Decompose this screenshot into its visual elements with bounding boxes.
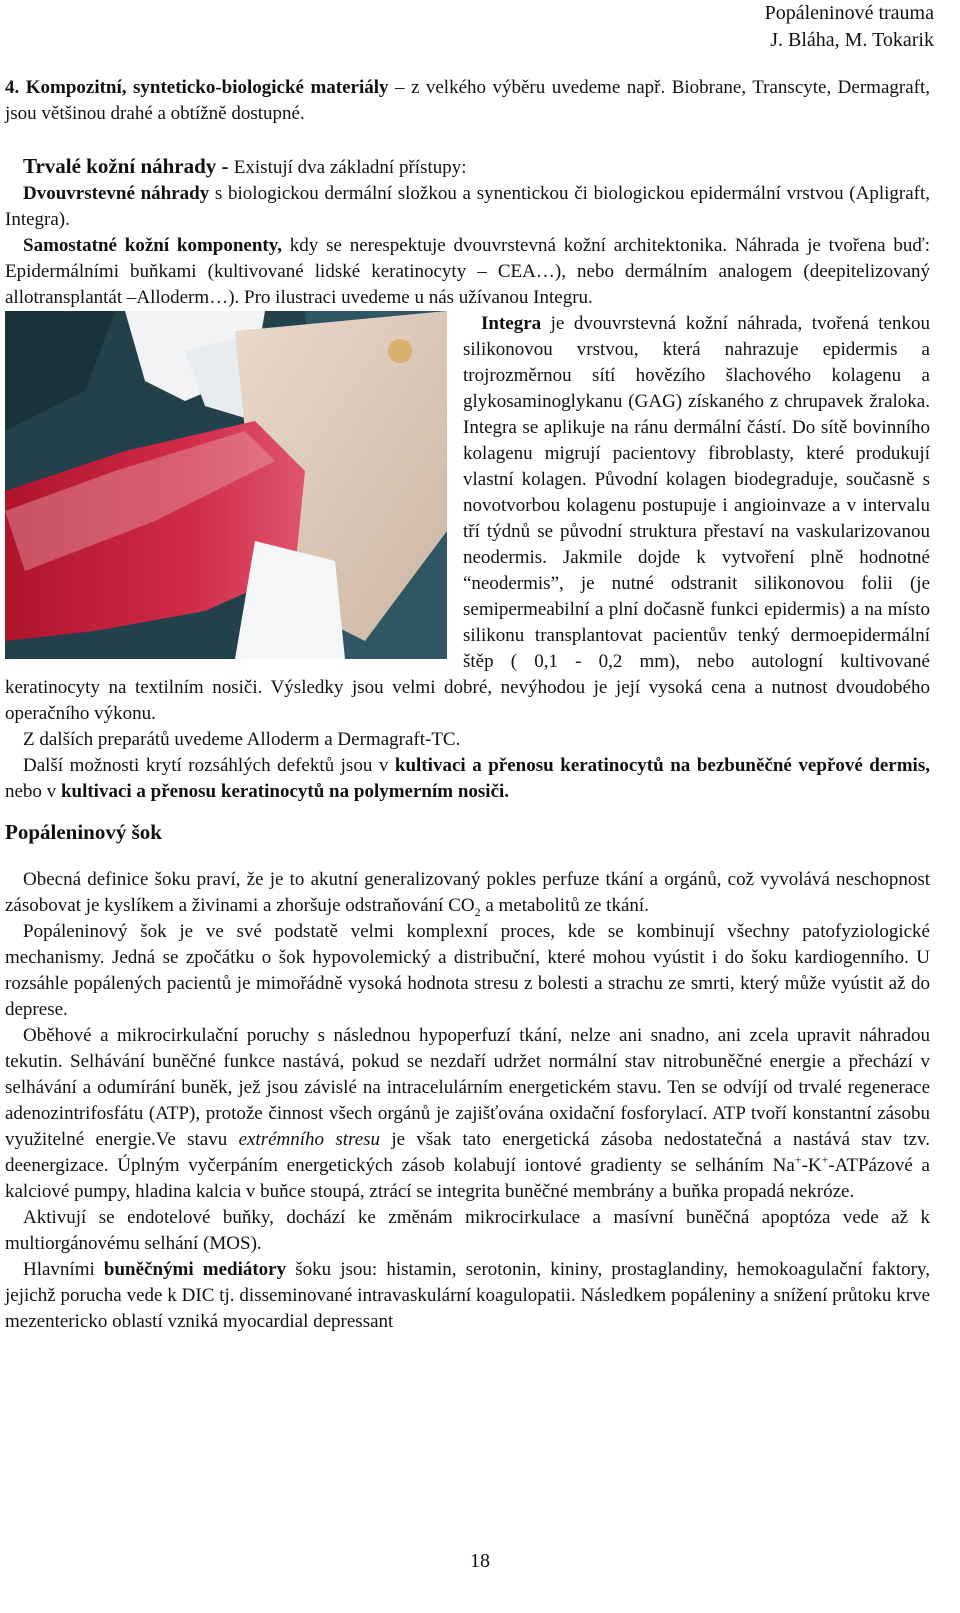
bold-run: buněčnými mediátory bbox=[103, 1259, 287, 1280]
text-run: a metabolitů ze tkání. bbox=[480, 895, 649, 916]
main-content bbox=[5, 75, 930, 1335]
paragraph-bilayer-substitutes bbox=[5, 181, 930, 233]
text-run: -K bbox=[801, 1155, 822, 1176]
text-run: kdy se nerespektuje dvouvrstevná kožní architektonika. Náhrada je tvořena buď: Epidermálními buňkami (kultivované lidské keratinocyty – CEA…), nebo dermálním analogem (deepitelizovaný allotransplantát –Alloderm…). Pro ilustraci uvedeme u nás užívanou Integru. bbox=[5, 235, 930, 308]
superscript: + bbox=[794, 1152, 802, 1167]
text-run: Popáleninový šok je ve své podstatě velmi komplexní proces, kde se kombinují všechny patofyziologické mechanismy. Jedná se zpočátku o šok hypovolemický a distribuční, které mohou vyústit i do šoku kardiogenního. U rozsáhle popálených pacientů je mimořádně vysoká hodnota stresu z bolesti a strachu ze smrti, který může vyústit až do deprese. bbox=[5, 921, 930, 1020]
text-run: Aktivují se endotelové buňky, dochází ke změnám mikrocirkulace a masívní buněčná apoptóza vede až k multiorgánovému selhání (MOS). bbox=[5, 1207, 930, 1254]
section-heading: Popáleninový šok bbox=[5, 820, 162, 844]
text-run: šoku jsou: histamin, serotonin, kininy, prostaglandiny, hemokoagulační faktory, jejichž porucha vede k DIC tj. disseminované intravaskulární koagulopatii. Následkem popáleniny a snížení průtoku krve mezentericko oblastí vzniká myocardial depressant bbox=[5, 1259, 931, 1332]
text-run: nebo v bbox=[5, 781, 61, 802]
text-run: Existují dva základní přístupy: bbox=[233, 157, 467, 178]
paragraph-other-preparations bbox=[5, 727, 930, 753]
paragraph-mediators bbox=[5, 1257, 930, 1335]
burn-wound-photo-icon bbox=[5, 311, 447, 659]
bold-run: kultivaci a přenosu keratinocytů na polymerním nosiči. bbox=[60, 781, 510, 802]
bold-run: Trvalé kožní náhrady - bbox=[23, 154, 234, 178]
bold-run: kultivaci a přenosu keratinocytů na bezbuněčné vepřové dermis, bbox=[394, 755, 930, 776]
header-title: Popáleninové trauma bbox=[764, 2, 934, 24]
paragraph-endothelial bbox=[5, 1205, 930, 1257]
text-run: je však tato energetická zásoba nedostatečná a nastává stav tzv. deenergizace. Úplným vyčerpáním energetických zásob kolabují iontové gradienty se selháním Na bbox=[5, 1129, 930, 1176]
bold-run: Samostatné kožní komponenty, bbox=[23, 235, 282, 256]
text-run: Obecná definice šoku praví, že je to akutní generalizovaný pokles perfuze tkání a orgánů, což vyvolává neschopnost zásobovat je kyslíkem a živinami a zhoršuje odstraňování CO bbox=[5, 869, 930, 916]
paragraph-separate-components bbox=[5, 233, 930, 311]
paragraph-shock-definition bbox=[5, 867, 930, 919]
paragraph-keratinocyte-culture bbox=[5, 753, 930, 805]
italic-run: extrémního stresu bbox=[238, 1129, 381, 1150]
header-authors: J. Bláha, M. Tokarik bbox=[770, 29, 934, 51]
running-header bbox=[765, 0, 934, 54]
paragraph-composite-materials bbox=[5, 75, 930, 127]
subscript: 2 bbox=[474, 904, 481, 919]
bold-run: Dvouvrstevné náhrady bbox=[23, 183, 210, 204]
text-run: s biologickou dermální složkou a synentickou či biologickou epidermální vrstvou (Apligraft, Integra). bbox=[5, 183, 930, 230]
text-run: – z velkého výběru uvedeme např. Biobrane, Transcyte, Dermagraft, jsou většinou drahé a obtížně dostupné. bbox=[5, 77, 930, 124]
text-run: -ATPázové a kalciové pumpy, hladina kalcia v buňce stoupá, ztrácí se integrita buněčné membrány a buňka propadá nekróze. bbox=[5, 1155, 930, 1202]
text-run: je dvouvrstevná kožní náhrada, tvořená tenkou silikonovou vrstvou, která nahrazuje epidermis a trojrozměrnou sítí hovězího šlachového kolagenu a glykosaminoglykanu (GAG) získaného z chrupavek žraloka. Integra se aplikuje na ránu dermální částí. Do sítě bovinního kolagenu migrují pacientovy fibroblasty, které produkují vlastní kolagen. Původní kolagen biodegraduje, současně s novotvorbou kolagenu postupuje i angioinvaze a v intervalu tří týdnů se původní struktura přestaví na vaskularizovanou neodermis. Jakmile dojde k vytvoření plně hodnotné “neodermis”, je nutné odstranit silikonovou folii (je semipermeabilní a plní dočasně funkci epidermis) a na místo silikonu transplantovat pacientův tenký dermoepidermální štěp ( 0,1 - 0,2 mm), nebo autologní kultivované keratinocyty na textilním nosiči. Výsledky jsou velmi dobré, nevýhodou je její vysoká cena a nutnost dvoudobého operačního výkonu. bbox=[5, 313, 930, 724]
bold-run: 4. Kompozitní, synteticko-biologické materiály bbox=[5, 77, 389, 98]
paragraph-permanent-substitutes bbox=[5, 153, 930, 181]
text-run: Z dalších preparátů uvedeme Alloderm a Dermagraft-TC. bbox=[23, 729, 461, 750]
page-number: 18 bbox=[470, 1550, 490, 1572]
superscript: + bbox=[821, 1152, 829, 1167]
text-run: Další možnosti krytí rozsáhlých defektů jsou v bbox=[23, 755, 395, 776]
text-run: Oběhové a mikrocirkulační poruchy s následnou hypoperfuzí tkání, nelze ani snadno, ani zcela upravit náhradou tekutin. Selhávání buněčné funkce nastává, pokud se nezdaří udržet normální stav nitrobuněčné energie a přechází v selhávání a odumírání buněk, jež jsou závislé na intracelulárním energetickém stavu. Ten se odvíjí od trvalé regenerace adenozintrifosfátu (ATP), protože činnost všech orgánů je zajišťována oxidační fosforylací. ATP tvoří konstantní zásobu využitelné energie.Ve stavu bbox=[5, 1025, 930, 1150]
text-run: Hlavními bbox=[23, 1259, 104, 1280]
paragraph-circulation bbox=[5, 1023, 930, 1205]
integra-photo bbox=[5, 311, 447, 659]
spacer bbox=[5, 127, 930, 153]
paragraph-burn-shock bbox=[5, 919, 930, 1023]
bold-run: Integra bbox=[481, 313, 542, 334]
